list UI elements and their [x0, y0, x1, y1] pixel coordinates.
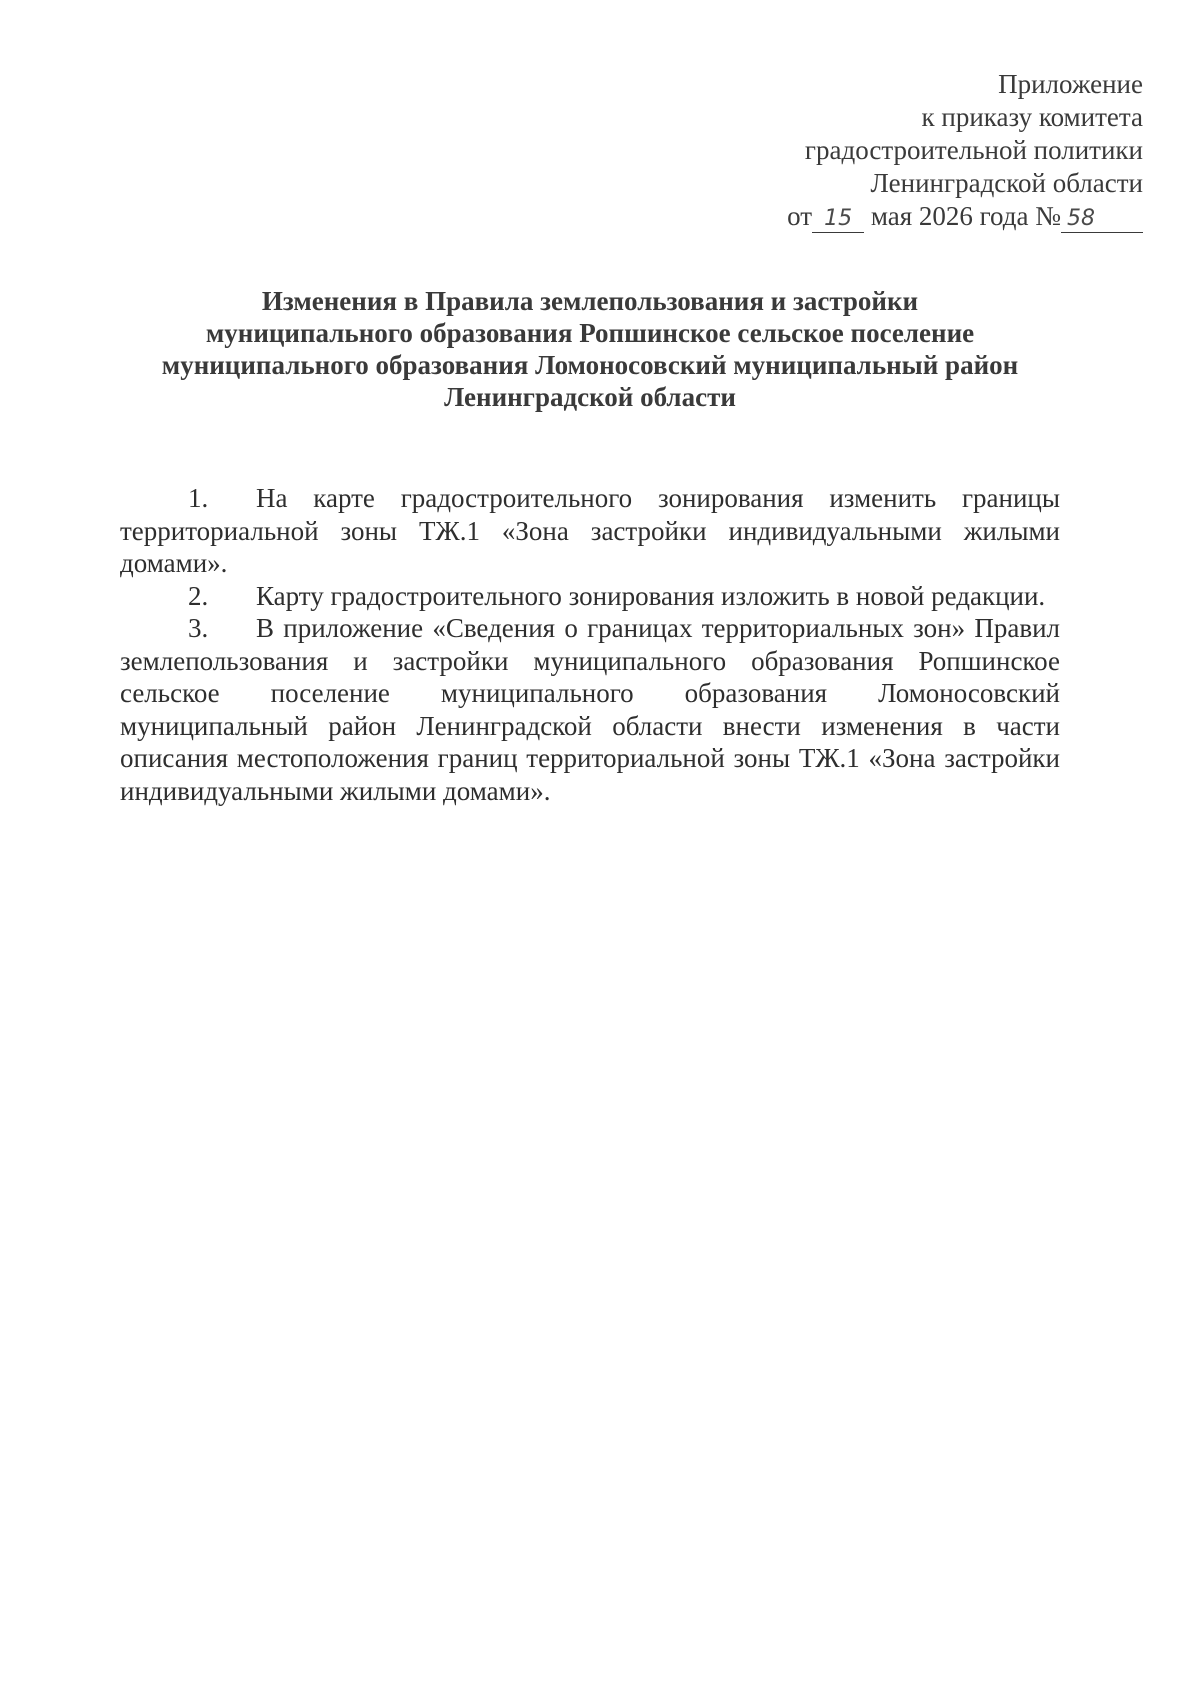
list-item	[120, 580, 1060, 613]
date-prefix: от	[787, 201, 813, 231]
title-line: муниципального образования Ропшинское сельское поселение	[205, 318, 975, 348]
date-month-year: мая 2026 года №	[870, 201, 1061, 231]
order-day: 15	[812, 206, 864, 233]
item-number: 1.	[188, 483, 209, 513]
appendix-line: к приказу комитета	[921, 102, 1143, 132]
title-line: Ленинградской области	[444, 382, 736, 412]
item-text: На карте градостроительного зонирования изменить границы территориальной зоны ТЖ.1 «Зона застройки индивидуальными жилыми домами».	[120, 483, 1060, 578]
list-item	[120, 612, 1060, 807]
order-date-line	[787, 200, 1143, 233]
document-body	[120, 482, 1060, 807]
document-title	[120, 285, 1060, 413]
list-item	[120, 482, 1060, 580]
title-line: Изменения в Правила землепользования и застройки	[261, 286, 919, 316]
order-number: 58	[1061, 206, 1143, 233]
title-line: муниципального образования Ломоносовский муниципальный район	[161, 350, 1019, 380]
item-number: 2.	[188, 580, 209, 611]
appendix-line: градостроительной политики	[804, 135, 1143, 165]
item-text: В приложение «Сведения о границах территориальных зон» Правил землепользования и застройки муниципального образования Ропшинское сельское поселение муниципального образования Ломоносовский муниципальный район Ленинградской области внести изменения в части описания местоположения границ территориальной зоны ТЖ.1 «Зона застройки индивидуальными жилыми домами».	[120, 613, 1060, 806]
appendix-header	[787, 68, 1143, 233]
item-text: Карту градостроительного зонирования изложить в новой редакции.	[256, 580, 1046, 611]
item-number: 3.	[188, 613, 209, 643]
appendix-line: Ленинградской области	[870, 168, 1143, 198]
appendix-line: Приложение	[998, 69, 1143, 99]
